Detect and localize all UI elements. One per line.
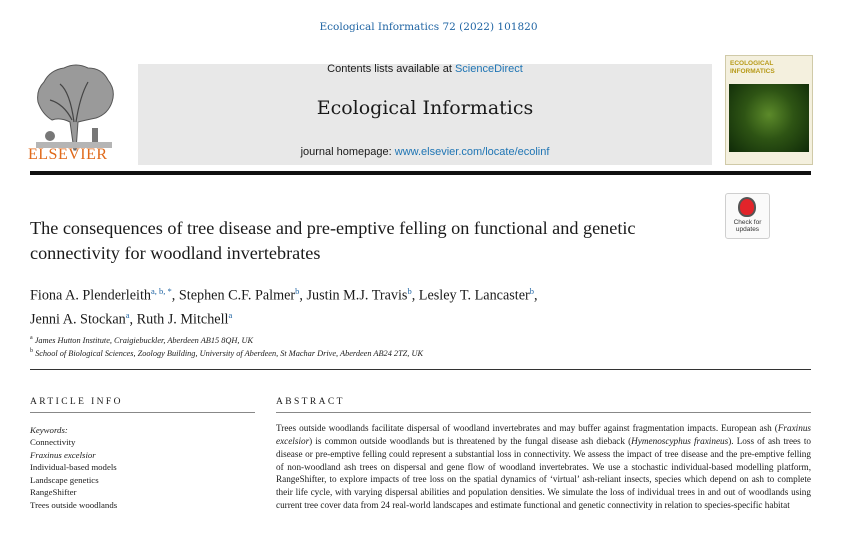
species-name: Hymenoscyphus fraxineus [631,435,729,446]
contents-line [138,63,712,75]
section-divider [30,369,811,370]
author-affiliation-mark[interactable]: a [228,309,233,320]
crossmark-label: Check for updates [733,219,762,233]
abstract-part: ) is common outside woodlands but is threatened by the fungal disease ash dieback ( [309,435,632,446]
author-affiliation-mark[interactable]: a, b, * [150,286,172,296]
affiliation-mark: b [30,348,33,354]
article-title: The consequences of tree disease and pre-emptive felling on functional and genetic connectivity for woodland invertebrates [30,218,636,263]
keyword[interactable]: Individual-based models [30,462,117,472]
abstract-rule [276,412,811,413]
contents-prefix: Contents lists available at [327,63,455,75]
affiliation-mark: a [30,335,33,341]
keywords-list [30,436,117,511]
author-affiliation-mark[interactable]: b [295,286,300,296]
keyword[interactable]: Trees outside woodlands [30,499,118,510]
journal-citation[interactable]: Ecological Informatics 72 (2022) 101820 [319,21,538,33]
homepage-link[interactable]: www.elsevier.com/locate/ecolinf [394,146,550,158]
journal-homepage-line [138,146,712,158]
keyword[interactable]: Fraxinus excelsior [30,449,96,460]
homepage-prefix: journal homepage: [300,146,395,158]
affiliation-a [30,335,253,345]
abstract-heading: ABSTRACT [276,397,345,407]
keyword[interactable]: Landscape genetics [30,474,99,485]
author-name[interactable]: Ruth J. Mitchell [136,311,229,328]
cover-image [729,84,809,152]
abstract-part: ). Loss of ash trees to disease or pre-emptive felling could represent a substantial loss in connectivity. We assess the impact of tree disease and the pre-emptive felling of non-woodland ash trees on dispersal and gene flow of woodland invertebrates. We use a stochastic individual-based modelling platform, RangeShifter, to explore impacts of tree loss on the spatial dynamics of ‘virtual’ ash-reliant insects, species which depend on ash to complete their life cycle, with varying dispersal abilities and population densities. We simulate the loss of individual trees in and out of woodlands using current tree cover data from 24 real-world landscapes and estimate functional and genetic connectivity in relation to species-specific habitat [276,435,811,511]
author-list: Fiona A. Plenderleith$^{a, b, *}$, Stephen C.F. Palmer$^b$, Justin M.J. Travis$^b$, Lesley T. Lancaster$^b$, Jenni A. Stockan$^a$, Ruth J. Mitchell$^a$ [30,286,538,328]
keyword[interactable]: Connectivity [30,437,76,447]
author-affiliation-mark[interactable]: a [125,309,130,320]
crossmark-icon [738,197,756,217]
author-name[interactable]: Stephen C.F. Palmer [178,287,296,304]
author-affiliation-mark[interactable]: b [529,286,534,296]
header-rule [30,171,811,175]
author-name[interactable]: Justin M.J. Travis [306,287,408,304]
sciencedirect-link[interactable]: ScienceDirect [454,63,523,75]
cover-title: ECOLOGICAL INFORMATICS [730,60,775,75]
author-name[interactable]: Jenni A. Stockan [30,311,126,328]
abstract-text [276,422,811,512]
publisher-wordmark[interactable]: ELSEVIER [28,146,108,163]
keywords-label: Keywords: [30,425,68,435]
journal-name[interactable]: Ecological Informatics [316,97,534,119]
article-info-rule [30,412,255,413]
keyword[interactable]: RangeShifter [30,487,77,497]
affiliation-b [30,348,423,358]
affiliation-text: School of Biological Sciences, Zoology Building, University of Aberdeen, St Machar Drive, Aberdeen AB24 2TZ, UK [35,348,423,358]
article-info-heading: ARTICLE INFO [30,397,123,407]
abstract-part: Trees outside woodlands facilitate dispersal of woodland invertebrates and may buffer against fragmentation impacts. European ash ( [276,423,778,433]
affiliation-text: James Hutton Institute, Craigiebuckler, Aberdeen AB15 8QH, UK [34,335,254,345]
author-name[interactable]: Lesley T. Lancaster [418,287,530,304]
author-affiliation-mark[interactable]: b [407,286,412,296]
crossmark-badge[interactable] [725,193,770,239]
species-name: Fraxinus excelsior [276,423,811,446]
author-name[interactable]: Fiona A. Plenderleith [30,287,151,304]
journal-cover-thumbnail[interactable] [725,55,813,165]
